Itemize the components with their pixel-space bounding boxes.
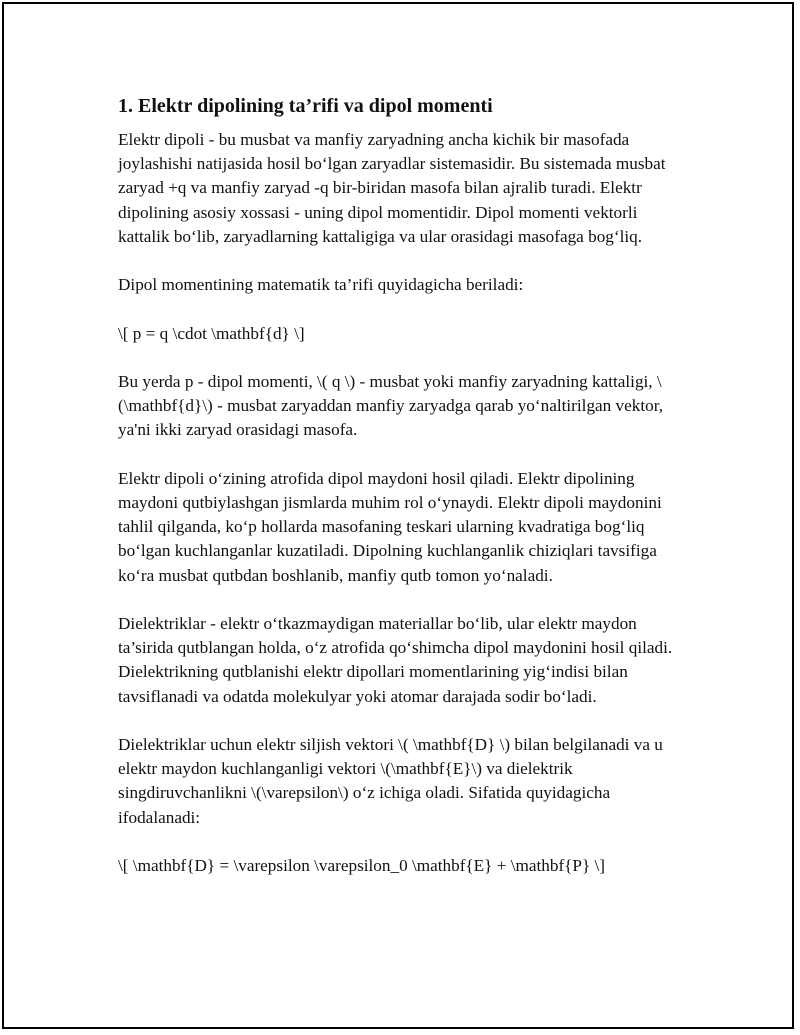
paragraph-dipole-definition: Elektr dipoli - bu musbat va manfiy zaryadning ancha kichik bir masofada joylashishi natijasida hosil bo‘lgan zaryadlar sistemasidir. Bu sistemada musbat zaryad +q va manfiy zaryad -q bir-biridan masofa bilan ajralib turadi. Elektr dipolining asosiy xossasi - uning dipol momentidir. Dipol momenti vektorli kattalik bo‘lib, zaryadlarning kattaligiga va ular orasidagi masofaga bog‘liq. [118,130,666,246]
paragraph-symbol-explanation: Bu yerda p - dipol momenti, \( q \) - musbat yoki manfiy zaryadning kattaligi, \(\mathbf{d}\) - musbat zaryaddan manfiy zaryadga qarab yo‘naltirilgan vektor, ya'ni ikki zaryad orasidagi masofa. [118,371,664,440]
paragraph-dielectrics: Dielektriklar - elektr o‘tkazmaydigan materiallar bo‘lib, ular elektr maydon ta’sirida qutblangan holda, o‘z atrofida qo‘shimcha dipol maydonini hosil qiladi. Dielektrikning qutblanishi elektr dipollari momentlarining yig‘indisi bilan tavsiflanadi va odatda molekulyar yoki atomar darajada sodir bo‘ladi. [118,613,673,706]
document-body [118,92,678,902]
paragraph-displacement-vector: Dielektriklar uchun elektr siljish vektori \( \mathbf{D} \) bilan belgilanadi va u elektr maydon kuchlanganligi vektori \(\mathbf{E}\) va dielektrik singdiruvchanlikni \(\varepsilon\) o‘z ichiga oladi. Sifatida quyidagicha ifodalanadi: [118,734,663,827]
formula-dipole-moment: \[ p = q \cdot \mathbf{d} \] [118,323,305,343]
paragraph-dipole-field: Elektr dipoli o‘zining atrofida dipol maydoni hosil qiladi. Elektr dipolining maydoni qutbiylashgan jismlarda muhim rol o‘ynaydi. Elektr dipoli maydonini tahlil qilganda, ko‘p hollarda masofaning teskari ularning kvadratiga bog‘liq bo‘lgan kuchlanganlar kuzatiladi. Dipolning kuchlanganlik chiziqlari tavsifiga ko‘ra musbat qutbdan boshlanib, manfiy qutb tomon yo‘naladi. [118,468,662,585]
formula-displacement: \[ \mathbf{D} = \varepsilon \varepsilon_0 \mathbf{E} + \mathbf{P} \] [118,855,606,875]
paragraph-math-definition-intro: Dipol momentining matematik ta’rifi quyidagicha beriladi: [118,275,524,295]
section-heading: 1. Elektr dipolining ta’rifi va dipol momenti [118,95,493,117]
